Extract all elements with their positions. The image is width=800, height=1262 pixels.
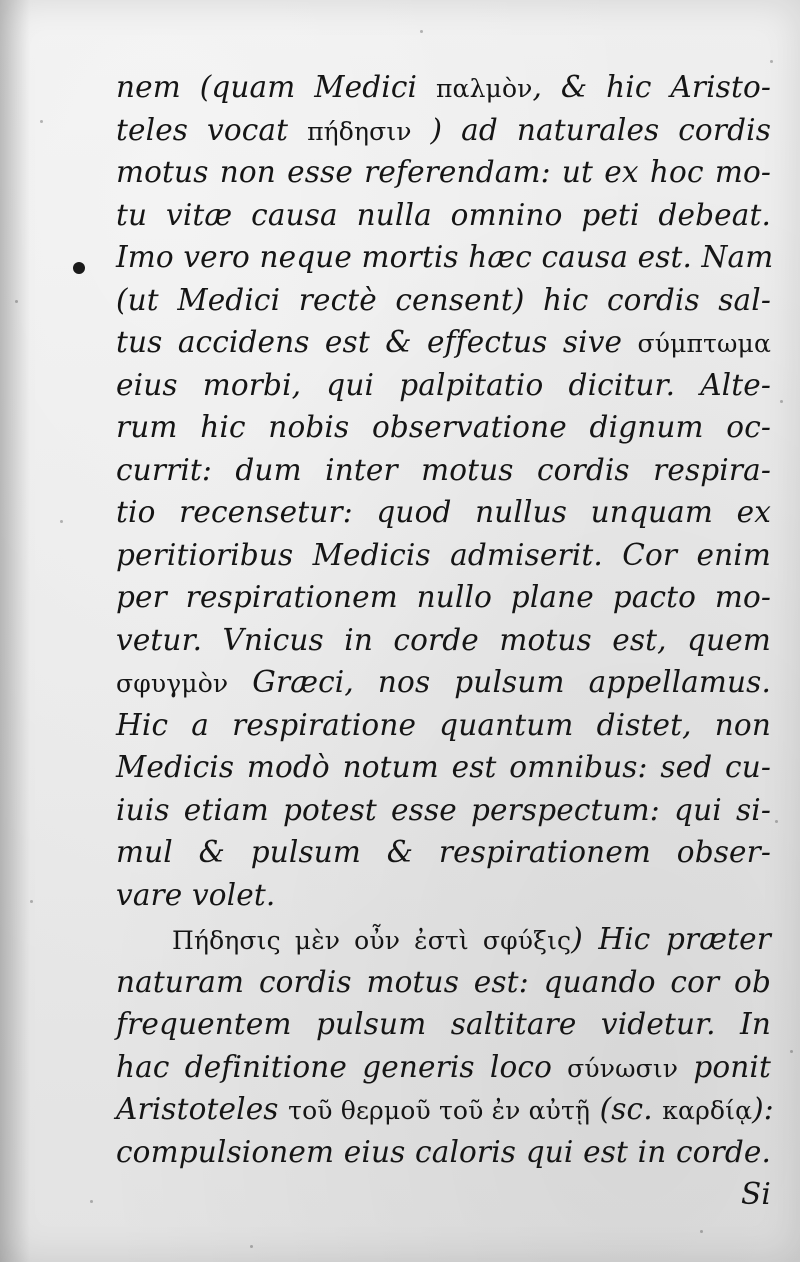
greek-text: πήδησιν — [307, 116, 412, 146]
paper-speck — [15, 300, 18, 303]
latin-text: frequentem pulsum saltitare videtur. In — [116, 1007, 771, 1041]
text-line — [116, 66, 771, 109]
text-line — [116, 534, 771, 577]
text-line — [116, 789, 771, 832]
text-line — [116, 151, 771, 194]
latin-text: Imo vero neque mortis hæc causa est. Nam — [116, 240, 774, 274]
margin-mark — [73, 262, 85, 274]
latin-text: hac definitione generis loco — [116, 1049, 568, 1084]
text-line — [116, 1003, 771, 1046]
latin-text: ) ad naturales cordis — [411, 112, 771, 147]
text-line — [116, 406, 771, 449]
greek-text: τοῦ θερμοῦ τοῦ ἐν αὐτῇ — [288, 1096, 591, 1125]
text-line — [116, 449, 771, 492]
latin-text: Medicis modò notum est omnibus: sed cu- — [116, 750, 771, 784]
text-line — [116, 279, 771, 322]
latin-text: compulsionem eius caloris qui est in corde. — [116, 1134, 771, 1169]
greek-text: σφυγμὸν — [116, 669, 229, 698]
latin-text: , & hic Aristo- — [532, 70, 771, 104]
latin-text: ) Hic præter — [571, 922, 772, 956]
text-line — [116, 1088, 774, 1131]
latin-text: teles vocat — [116, 112, 308, 147]
text-line — [116, 874, 771, 917]
latin-text: Græci, nos pulsum appellamus. — [228, 665, 771, 699]
text-line — [116, 236, 774, 279]
text-line — [116, 918, 771, 961]
latin-text: (sc. — [590, 1092, 663, 1126]
latin-text: iuis etiam potest esse perspectum: qui si- — [116, 792, 771, 827]
greek-text: σύμπτωμα — [637, 329, 771, 358]
paper-speck — [770, 60, 773, 63]
paper-speck — [700, 1230, 703, 1233]
greek-text: σύνωσιν — [567, 1053, 679, 1083]
paper-speck — [40, 120, 43, 123]
latin-text: motus non esse referendam: ut ex hoc mo- — [116, 155, 771, 189]
paper-speck — [30, 900, 33, 903]
latin-text: mul & pulsum & respirationem obser- — [116, 835, 771, 869]
latin-text: tu vitæ causa nulla omnino peti debeat. — [116, 197, 771, 232]
text-line — [116, 194, 771, 237]
page-text-block — [116, 66, 774, 1216]
text-line — [116, 831, 771, 874]
latin-text: per respirationem nullo plane pacto mo- — [116, 580, 771, 614]
latin-text: ponit — [678, 1049, 772, 1084]
latin-text: eius morbi, qui palpitatio dicitur. Alte- — [116, 367, 771, 402]
greek-text: καρδίᾳ — [662, 1096, 753, 1125]
catchword: Si — [741, 1177, 771, 1211]
latin-text: vare volet. — [116, 877, 276, 912]
latin-text: rum hic nobis observatione dignum oc- — [116, 410, 771, 444]
paper-speck — [250, 1245, 253, 1248]
text-line — [116, 109, 771, 152]
greek-text: παλμὸν — [435, 74, 533, 103]
paper-speck — [775, 820, 778, 823]
latin-text: naturam cordis motus est: quando cor ob — [116, 964, 771, 999]
text-line — [116, 491, 771, 534]
latin-text: Aristoteles — [116, 1092, 289, 1126]
text-line — [116, 364, 771, 407]
text-line — [116, 961, 771, 1004]
paper-speck — [60, 520, 63, 523]
latin-text: tio recensetur: quod nullus unquam ex — [116, 495, 771, 529]
latin-text: tus accidens est & effectus sive — [116, 325, 638, 359]
paper-speck — [420, 30, 423, 33]
latin-text: nem (quam Medici — [116, 70, 436, 104]
paper-speck — [90, 1200, 93, 1203]
gutter-shadow — [0, 0, 30, 1262]
latin-text: peritioribus Medicis admiserit. Cor enim — [116, 537, 771, 572]
latin-text: (ut Medici rectè censent) hic cordis sal- — [116, 282, 771, 317]
text-line — [116, 746, 771, 789]
text-line — [116, 321, 771, 364]
text-line — [116, 1046, 771, 1089]
paper-speck — [780, 400, 783, 403]
paper-speck — [790, 1050, 793, 1053]
latin-text: Hic a respiratione quantum distet, non — [116, 707, 771, 742]
latin-text: vetur. Vnicus in corde motus est, quem — [116, 622, 771, 657]
greek-text: Πήδησις μὲν οὖν ἐστὶ σφύξις — [172, 926, 572, 955]
text-line — [116, 704, 771, 747]
text-line — [116, 576, 771, 619]
text-line — [116, 1131, 771, 1174]
latin-text: currit: dum inter motus cordis respira- — [116, 452, 771, 487]
text-line — [116, 619, 771, 662]
text-line — [116, 661, 771, 704]
latin-text: ): — [752, 1092, 774, 1126]
